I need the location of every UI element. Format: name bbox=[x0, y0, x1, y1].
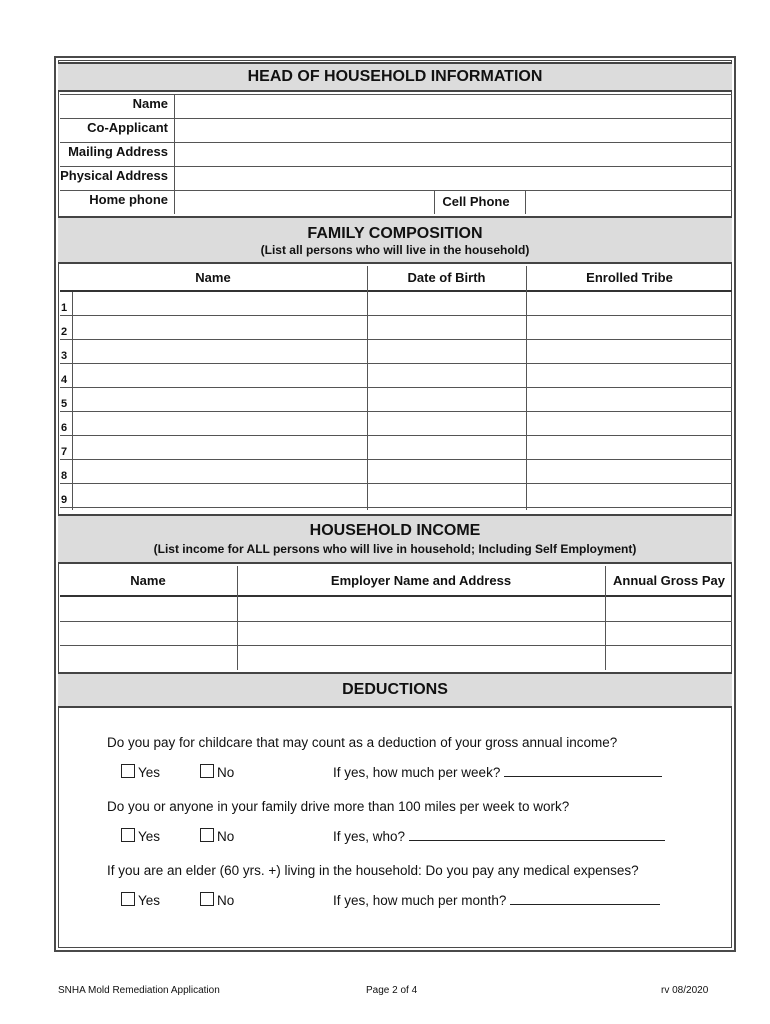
commute-yes-option[interactable]: Yes bbox=[121, 828, 160, 844]
elder-amount-field[interactable]: If yes, how much per month? bbox=[333, 892, 660, 908]
physical-address-label: Physical Address bbox=[60, 168, 168, 183]
cell-phone-label: Cell Phone bbox=[442, 194, 510, 209]
household-income-header bbox=[58, 514, 732, 564]
co-applicant-label: Co-Applicant bbox=[87, 120, 168, 135]
family-row-number: 5 bbox=[61, 398, 68, 410]
deduction-question-childcare: Do you pay for childcare that may count as a deduction of your gross annual income? bbox=[107, 735, 618, 750]
family-row[interactable] bbox=[60, 412, 732, 436]
household-income-title: HOUSEHOLD INCOME bbox=[309, 522, 481, 539]
elder-no-option[interactable]: No bbox=[200, 892, 234, 908]
checkbox[interactable] bbox=[200, 828, 214, 842]
footer-form-name: SNHA Mold Remediation Application bbox=[58, 985, 220, 996]
childcare-amount-field[interactable]: If yes, how much per week? bbox=[333, 764, 662, 780]
family-composition-subtitle: (List all persons who will live in the household) bbox=[260, 243, 530, 257]
checkbox[interactable] bbox=[121, 892, 135, 906]
income-row[interactable] bbox=[60, 597, 732, 621]
elder-yes-option[interactable]: Yes bbox=[121, 892, 160, 908]
family-row-number: 6 bbox=[61, 422, 68, 434]
family-row[interactable] bbox=[60, 364, 732, 388]
checkbox[interactable] bbox=[121, 764, 135, 778]
commute-no-option[interactable]: No bbox=[200, 828, 234, 844]
family-composition-title: FAMILY COMPOSITION bbox=[307, 225, 483, 242]
family-row-number: 8 bbox=[61, 470, 68, 482]
home-phone-field[interactable] bbox=[176, 191, 432, 213]
deduction-question-elder-medical: If you are an elder (60 yrs. +) living in the household: Do you pay any medical expenses? bbox=[107, 863, 639, 878]
childcare-no-option[interactable]: No bbox=[200, 764, 234, 780]
income-col-name: Name bbox=[130, 573, 166, 588]
commute-who-field[interactable]: If yes, who? bbox=[333, 828, 665, 844]
cell-phone-field[interactable] bbox=[527, 191, 732, 213]
family-row-number: 4 bbox=[61, 374, 68, 386]
name-field[interactable] bbox=[176, 95, 732, 117]
family-row-number: 9 bbox=[61, 494, 68, 506]
family-row[interactable] bbox=[60, 484, 732, 508]
footer-page-number: Page 2 of 4 bbox=[366, 985, 418, 996]
checkbox[interactable] bbox=[121, 828, 135, 842]
family-row[interactable] bbox=[60, 436, 732, 460]
family-row[interactable] bbox=[60, 316, 732, 340]
family-row[interactable] bbox=[60, 388, 732, 412]
co-applicant-field[interactable] bbox=[176, 119, 732, 141]
income-row[interactable] bbox=[60, 646, 732, 670]
family-row-number: 1 bbox=[61, 302, 68, 314]
family-row[interactable] bbox=[60, 292, 732, 316]
family-row-number: 3 bbox=[61, 350, 68, 362]
mailing-address-field[interactable] bbox=[176, 143, 732, 165]
footer-revision: rv 08/2020 bbox=[661, 985, 709, 996]
family-col-tribe: Enrolled Tribe bbox=[586, 270, 673, 285]
childcare-yes-option[interactable]: Yes bbox=[121, 764, 160, 780]
family-row-number: 7 bbox=[61, 446, 68, 458]
income-col-employer: Employer Name and Address bbox=[330, 573, 512, 588]
mailing-address-label: Mailing Address bbox=[68, 144, 168, 159]
family-composition-header bbox=[58, 216, 732, 264]
income-col-gross-pay: Annual Gross Pay bbox=[613, 573, 725, 588]
family-row-number: 2 bbox=[61, 326, 68, 338]
name-label: Name bbox=[132, 96, 168, 111]
home-phone-label: Home phone bbox=[89, 192, 168, 207]
deductions-header bbox=[58, 672, 732, 708]
physical-address-field[interactable] bbox=[176, 167, 732, 189]
head-of-household-title: HEAD OF HOUSEHOLD INFORMATION bbox=[247, 68, 543, 85]
checkbox[interactable] bbox=[200, 892, 214, 906]
family-row[interactable] bbox=[60, 340, 732, 364]
checkbox[interactable] bbox=[200, 764, 214, 778]
family-row[interactable] bbox=[60, 460, 732, 484]
family-col-dob: Date of Birth bbox=[407, 270, 486, 285]
head-of-household-header bbox=[58, 62, 732, 92]
deductions-title: DEDUCTIONS bbox=[342, 681, 448, 698]
deduction-question-commute: Do you or anyone in your family drive more than 100 miles per week to work? bbox=[107, 799, 570, 814]
household-income-subtitle: (List income for ALL persons who will live in household; Including Self Employment) bbox=[153, 542, 637, 556]
family-col-name: Name bbox=[195, 270, 231, 285]
income-row[interactable] bbox=[60, 622, 732, 645]
